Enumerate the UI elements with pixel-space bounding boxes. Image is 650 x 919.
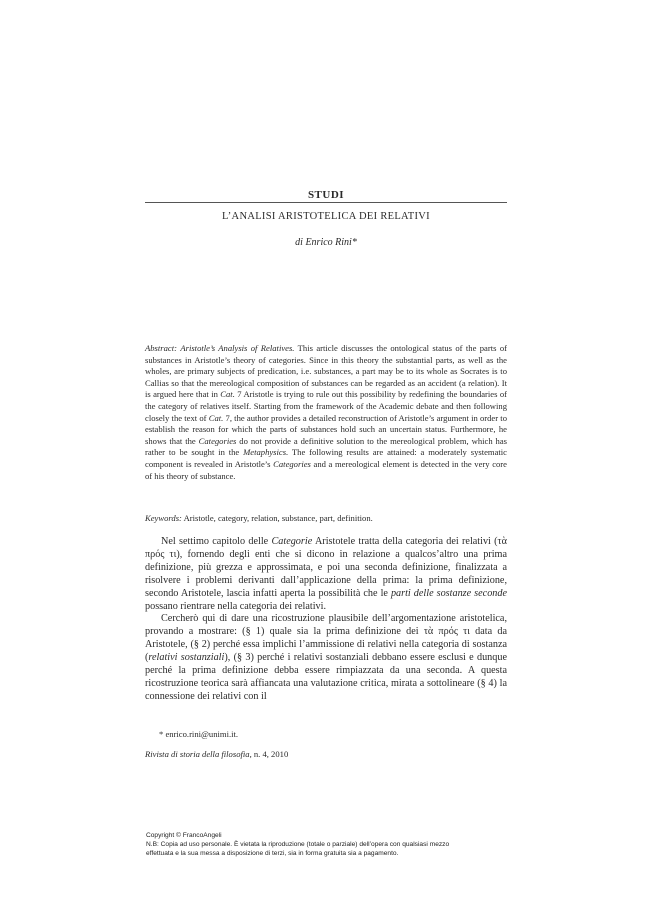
abstract-title: Aristotle’s Analysis of Relatives. bbox=[180, 343, 295, 353]
copyright-notice bbox=[146, 831, 526, 858]
body-text bbox=[145, 536, 507, 704]
journal-name: Rivista di storia della filosofia bbox=[145, 749, 250, 759]
abstract: Abstract: Aristotle’s Analysis of Relatives. This article discusses the ontological status of the parts of substances in Aristotle’s theory of categories. Since in this theory the substantial parts, as well as the wholes, are primary subjects of predication, i.e. substances, a part may be to its whole as Socrates is to Callias so that the mereological composition of substances can be regarded as an accident (a relation). It is argued here that in Cat. 7 Aristotle is trying to rule out this possibility by redefining the boundaries of the category of relatives itself. Starting from the framework of the Academic debate and then following closely the text of Cat. 7, the author provides a detailed reconstruction of Aristotle’s argument in order to establish the reason for which the parts of substances hold such an uncertain status. Furthermore, he shows that the Categories do not provide a definitive solution to the mereological problem, which has rather to be sought in the Metaphysics. The following results are attained: a moderately systematic component is revealed in Aristotle’s Categories and a mereological element is detected in the very core of his theory of substance. bbox=[145, 343, 508, 481]
author-name: Enrico Rini* bbox=[305, 237, 357, 248]
journal-issue: , n. 4, 2010 bbox=[249, 749, 289, 759]
section-heading: STUDI bbox=[307, 189, 345, 201]
author-prefix: di bbox=[295, 237, 303, 248]
copyright-line-1: Copyright © FrancoAngeli bbox=[146, 832, 222, 839]
keywords-list: Aristotle, category, relation, substance, part, definition. bbox=[181, 513, 373, 523]
copyright-line-2: N.B: Copia ad uso personale. È vietata la riproduzione (totale o parziale) dell’opera con qualsiasi mezzo bbox=[146, 841, 450, 848]
journal-citation bbox=[145, 749, 288, 759]
heading-rule bbox=[145, 202, 507, 203]
article-author bbox=[145, 237, 507, 248]
keywords bbox=[145, 513, 507, 525]
keywords-label: Keywords: bbox=[145, 513, 182, 523]
abstract-label: Abstract: bbox=[145, 343, 177, 353]
paragraph-2: Cercherò qui di dare una ricostruzione plausibile dell’argomentazione aristotelica, provando a mostrare: (§ 1) quale sia la prima definizione dei τὰ πρός τι data da Aristotele, (§ 2) perché essa implichi l’ammissione di relativi nella categoria di sostanza (relativi sostanziali), (§ 3) perché i relativi sostanziali debbano essere esclusi e dunque perché la prima definizione debba essere rimpiazzata da una seconda. A questa ricostruzione teorica sarà affiancata una valutazione critica, mirata a sottolineare (§ 4) la connessione dei relativi con il bbox=[145, 613, 507, 702]
paragraph-1: Nel settimo capitolo delle Categorie Aristotele tratta della categoria dei relativi (τὰ πρός τι), fornendo degli enti che si dicono in relazione a qualcos’altro una prima definizione, più grezza e approssimata, e poi una seconda definizione, finalizzata a risolvere i problemi derivanti dall’applicazione della prima: la prima definizione, secondo Aristotele, lascia infatti aperta la possibilità che le parti delle sostanze seconde possano rientrare nella categoria dei relativi. bbox=[145, 536, 507, 612]
copyright-line-3: effettuata e la sua messa a disposizione di terzi, sia in forma gratuita sia a pagamento. bbox=[146, 850, 399, 857]
article-title: L’ANALISI ARISTOTELICA DEI RELATIVI bbox=[222, 211, 430, 222]
footnote: * enrico.rini@unimi.it. bbox=[159, 729, 239, 739]
